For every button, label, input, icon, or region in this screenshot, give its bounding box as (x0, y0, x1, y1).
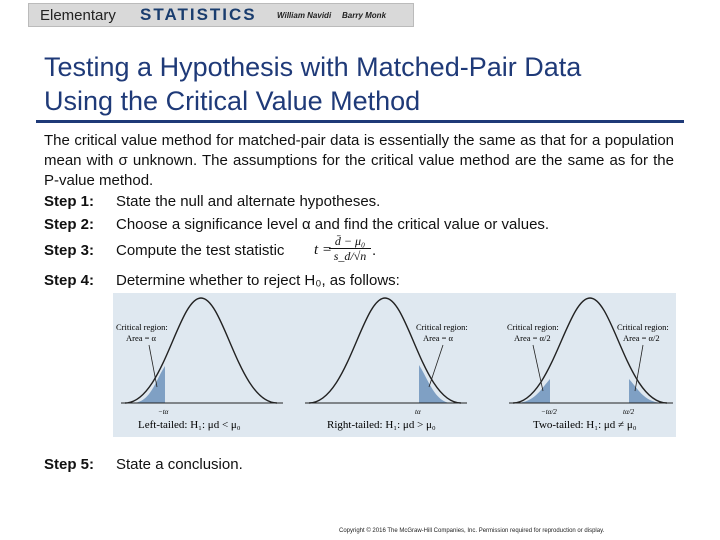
step-3-label: Step 3: (44, 242, 95, 259)
left-tick-label: −tα (158, 408, 169, 416)
two-tailed-caption: Two-tailed: H₁: μd ≠ μ₀ (533, 419, 637, 431)
step-3-trail: . (372, 242, 377, 259)
right-tailed-curve (309, 298, 461, 403)
step-5-text: State a conclusion. (116, 456, 243, 473)
step-3-eq: t = (314, 242, 333, 258)
fraction-numerator: d̄ − μ₀ (329, 234, 371, 249)
right-tail-pointer (429, 345, 443, 387)
two-left-pointer (533, 345, 543, 391)
step-5-label: Step 5: (44, 456, 95, 473)
two-left-region-label-2: Area = α/2 (514, 333, 551, 343)
header-banner (28, 3, 414, 27)
left-caption: Left-tailed: H₁: μd < μ₀ (138, 419, 241, 431)
left-region-label-1: Critical region: (116, 322, 168, 332)
author-1: William Navidi (277, 11, 332, 20)
two-tailed-panel (507, 298, 673, 431)
copyright-notice: Copyright © 2016 The McGraw-Hill Companies, Inc. Permission required for reproduction or display. (339, 528, 605, 534)
intro-paragraph: The critical value method for matched-pair data is essentially the same as that for a population mean with σ unknown. The assumptions for the critical value method are the same as for the P-value method. (44, 132, 674, 189)
two-right-region-label-2: Area = α/2 (623, 333, 660, 343)
step-4-label: Step 4: (44, 272, 95, 289)
two-tailed-curve (513, 298, 667, 403)
two-right-pointer (635, 345, 643, 391)
right-caption: Right-tailed: H₁: μd > μ₀ (327, 419, 436, 431)
step-4-text: Determine whether to reject H₀, as follows: (116, 272, 400, 289)
brand-title: STATISTICS (140, 5, 257, 24)
left-tailed-panel (116, 298, 283, 431)
step-3-text: Compute the test statistic (116, 242, 285, 259)
right-tick-label: tα (415, 408, 421, 416)
test-statistic-fraction (329, 234, 371, 263)
step-1-text: State the null and alternate hypotheses. (116, 193, 381, 210)
two-right-region-label-1: Critical region: (617, 322, 669, 332)
right-region-label-1: Critical region: (416, 322, 468, 332)
step-2-text: Choose a significance level α and find the critical value or values. (116, 216, 550, 233)
left-tail-shade (133, 366, 165, 403)
brand-word: Elementary (40, 7, 116, 24)
title-line-1: Testing a Hypothesis with Matched-Pair Data (44, 52, 582, 82)
step-1-label: Step 1: (44, 193, 95, 210)
title-divider (36, 120, 684, 123)
two-right-tick-label: tα/2 (623, 408, 635, 416)
step-2-label: Step 2: (44, 216, 95, 233)
distribution-curves (113, 293, 676, 437)
left-tailed-curve (125, 298, 277, 403)
title-line-2: Using the Critical Value Method (44, 86, 421, 116)
author-2: Barry Monk (342, 11, 387, 20)
two-left-tick-label: −tα/2 (541, 408, 557, 416)
two-left-region-label-1: Critical region: (507, 322, 559, 332)
fraction-denominator: s_d/√n (333, 249, 367, 263)
rejection-regions-figure (113, 293, 676, 437)
page-title (44, 50, 581, 118)
right-tailed-panel (305, 298, 468, 431)
right-region-label-2: Area = α (423, 333, 454, 343)
left-region-label-2: Area = α (126, 333, 157, 343)
